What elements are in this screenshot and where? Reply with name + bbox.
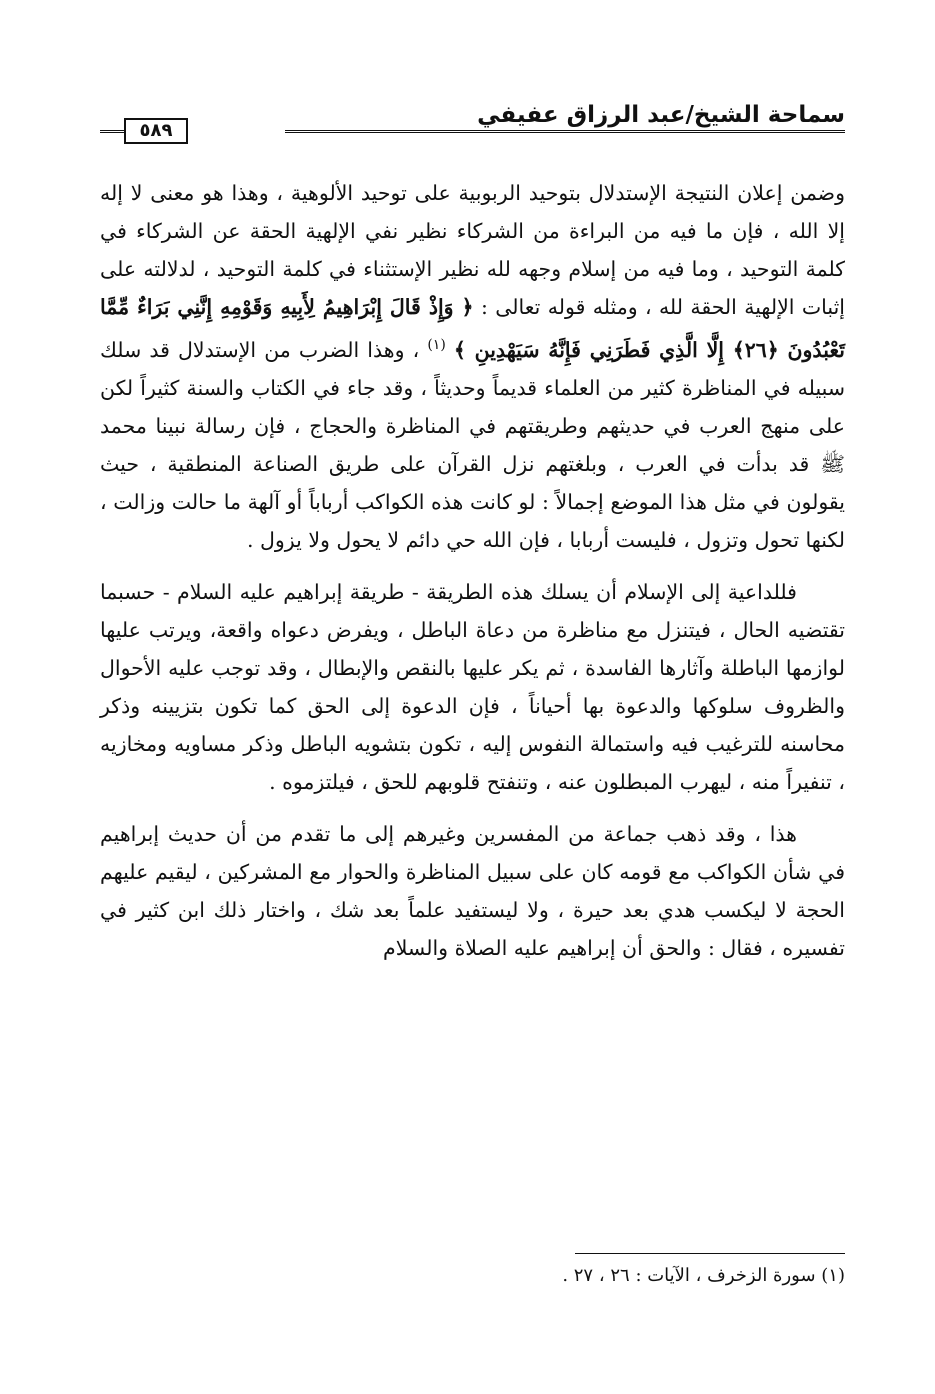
paragraph-1-end: ، وهذا الضرب من الإستدلال قد سلك سبيله في المناظرة كثير من العلماء قديماً وحديثاً ، وقد جاء في الكتاب والسنة كثيراً لكن على منهج العرب في حديثهم وطريقتهم في المناظرة والحجاج ، فإن رسالة نبينا محمد ﷺ قد بدأت في العرب ، وبلغتهم نزل القرآن على طريق الصناعة المنطقية ، حيث يقولون في مثل هذا الموضع إجمالاً : لو كانت هذه الكواكب أرباباً أو آلهة ما حالت وزالت ، لكنها تحول وتزول ، فليست أربابا ، فإن الله حي دائم لا يحول ولا يزول . (100, 337, 845, 552)
footnote: (١) سورة الزخرف ، الآيات : ٢٦ ، ٢٧ . (562, 1265, 845, 1286)
footnote-reference: (١) (427, 337, 446, 353)
header-rule (285, 130, 845, 133)
header-rule-left (100, 130, 124, 133)
paragraph-1 (100, 174, 845, 559)
paragraph-1-start: وضمن إعلان النتيجة الإستدلال بتوحيد الربوبية على توحيد الألوهية ، وهذا هو معنى لا إله إلا الله ، فإن ما فيه من البراءة من الشركاء نظير نفي الإلهية الحقة عن الشركاء في كلمة التوحيد ، وما فيه من إسلام وجهه لله نظير الإستثناء في كلمة التوحيد ، لدلالته على إثبات الإلهية الحقة لله ، ومثله قوله تعالى : (100, 181, 845, 319)
page-header (100, 80, 845, 150)
page-number: ٥٨٩ (124, 118, 188, 144)
paragraph-2: فللداعية إلى الإسلام أن يسلك هذه الطريقة - طريقة إبراهيم عليه السلام - حسبما تقتضيه الحال ، فيتنزل مع مناظرة من دعاة الباطل ، ويفرض دعواه واقعة، ويرتب عليها لوازمها الباطلة وآثارها الفاسدة ، ثم يكر عليها بالنقص والإبطال ، وقد توجب عليه الأحوال والظروف سلوكها والدعوة بها أحياناً ، فإن الدعوة إلى الحق كما تكون بتزيينه وذكر محاسنه للترغيب فيه واستمالة النفوس إليه ، تكون بتشويه الباطل وذكر مساويه ومخازيه ، تنفيراً منه ، ليهرب المبطلون عنه ، وتنفتح قلوبهم للحق ، فيلتزموه . (100, 579, 845, 794)
footnote-divider (575, 1253, 845, 1254)
running-title: سماحة الشيخ/عبد الرزاق عفيفي (477, 102, 845, 128)
body-text (100, 174, 845, 981)
paragraph-3: هذا ، وقد ذهب جماعة من المفسرين وغيرهم إلى ما تقدم من أن حديث إبراهيم في شأن الكواكب مع قومه كان على سبيل المناظرة والحوار مع المشركين ، ليقيم عليهم الحجة لا ليكسب هدي بعد حيرة ، ولا ليستفيد علماً بعد شك ، واختار ذلك ابن كثير في تفسيره ، فقال : والحق أن إبراهيم عليه الصلاة والسلام (100, 821, 845, 960)
book-page (100, 80, 845, 1340)
quran-quote: ﴿ وَإِذْ قَالَ إِبْرَاهِيمُ لِأَبِيهِ وَقَوْمِهِ إِنَّنِي بَرَاءٌ مِّمَّا تَعْبُدُونَ ﴿٢٦﴾ إِلَّا الَّذِي فَطَرَنِي فَإِنَّهُ سَيَهْدِينِ ﴾ (100, 295, 845, 362)
